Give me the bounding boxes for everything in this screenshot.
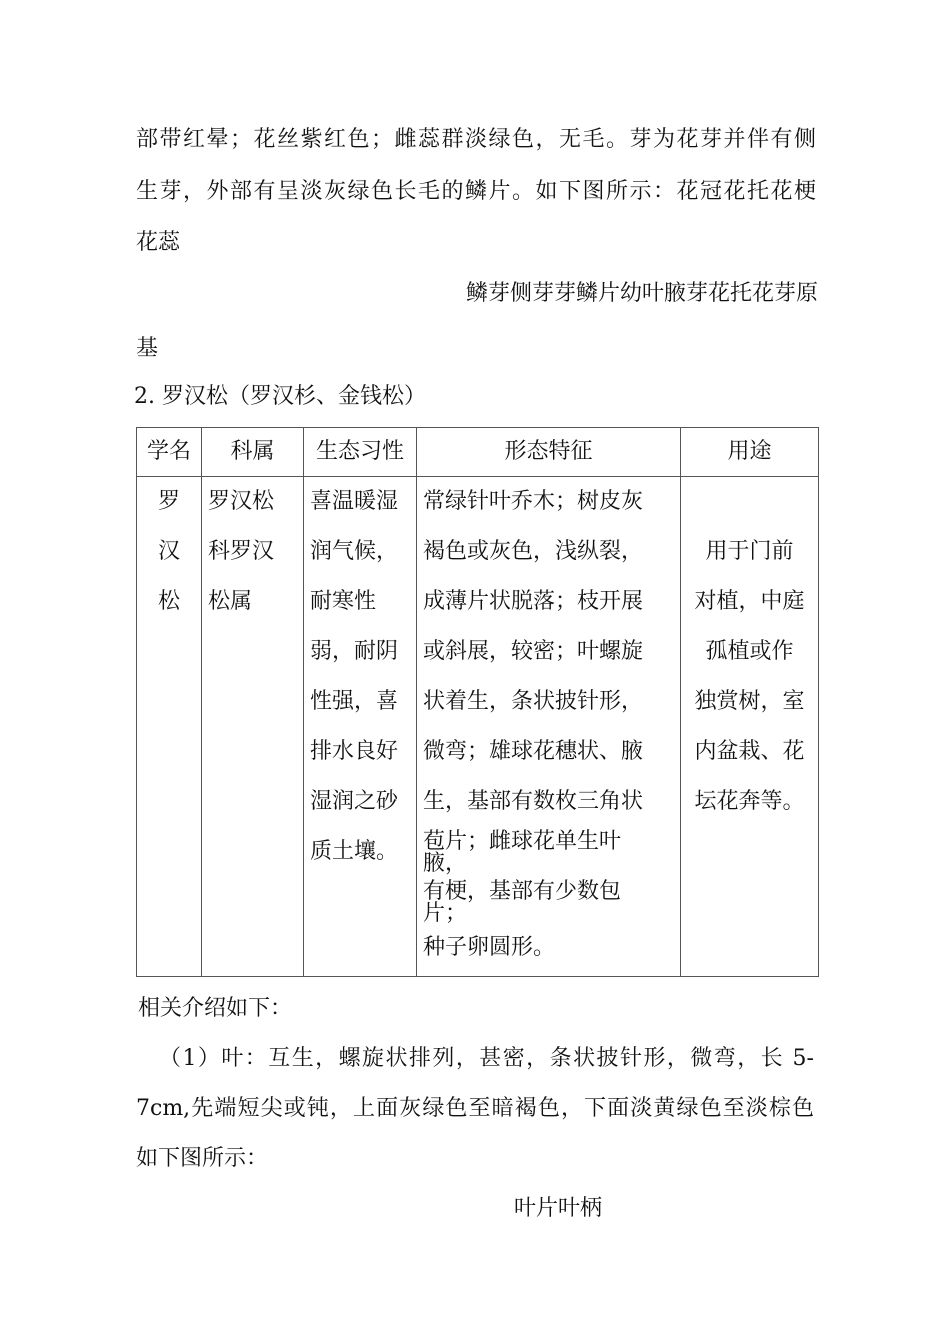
cell-line: 腋， [423, 851, 468, 876]
cell-line: 褐色或灰色，浅纵裂， [423, 539, 644, 564]
paragraph-line: 花蕊 [136, 230, 181, 255]
section-title: 2. 罗汉松（罗汉杉、金钱松） [134, 384, 426, 409]
cell-line: 罗 [157, 489, 180, 514]
cell-line: 片； [423, 901, 468, 926]
cell-line: 独赏树，室 [694, 689, 805, 714]
species-table [136, 427, 819, 977]
ecology-cell [304, 477, 417, 977]
paragraph-line: 基 [136, 336, 159, 361]
paragraph-line: （1）叶：互生，螺旋状排列，甚密，条状披针形，微弯，长 5- [159, 1046, 814, 1071]
header-cell: 用途 [681, 428, 819, 477]
cell-line: 耐寒性 [310, 589, 377, 614]
cell-line: 状着生，条状披针形， [423, 689, 644, 714]
cell-line: 生，基部有数枚三角状 [423, 789, 644, 814]
cell-line: 有梗，基部有少数包 [423, 879, 622, 904]
related-intro: 相关介绍如下： [138, 996, 293, 1021]
cell-line: 用于门前 [705, 539, 794, 564]
table-row [137, 477, 819, 977]
cell-line: 科罗汉 [208, 539, 275, 564]
cell-line: 孤植或作 [705, 639, 794, 664]
cell-line: 对植，中庭 [694, 589, 805, 614]
paragraph-line: 7cm,先端短尖或钝，上面灰绿色至暗褐色，下面淡黄绿色至淡棕色 [136, 1096, 814, 1121]
cell-line: 质土壤。 [310, 839, 399, 864]
cell-line: 喜温暖湿 [310, 489, 399, 514]
header-cell: 形态特征 [417, 428, 681, 477]
table-header-row [137, 428, 819, 477]
scientific-name-cell [137, 477, 202, 977]
paragraph-line: 生芽，外部有呈淡灰绿色长毛的鳞片。如下图所示：花冠花托花梗 [136, 179, 816, 204]
paragraph-line: 如下图所示： [136, 1146, 269, 1171]
cell-line: 坛花奔等。 [694, 789, 805, 814]
cell-line: 汉 [157, 539, 180, 564]
cell-line: 性强，喜 [310, 689, 399, 714]
usage-cell [681, 477, 819, 977]
figure-caption: 叶片叶柄 [514, 1196, 603, 1221]
cell-line: 成薄片状脱落；枝开展 [423, 589, 644, 614]
paragraph-line: 鳞芽侧芽芽鳞片幼叶腋芽花托花芽原 [465, 281, 818, 306]
morphology-cell [417, 477, 681, 977]
cell-line: 常绿针叶乔木；树皮灰 [423, 489, 644, 514]
cell-line: 润气候， [310, 539, 399, 564]
cell-line: 弱，耐阴 [310, 639, 399, 664]
family-cell [202, 477, 304, 977]
cell-line: 种子卵圆形。 [423, 935, 556, 960]
cell-line: 或斜展，较密；叶螺旋 [423, 639, 644, 664]
cell-line: 松 [157, 589, 180, 614]
cell-line: 湿润之砂 [310, 789, 399, 814]
cell-line: 松属 [208, 589, 253, 614]
header-cell: 生态习性 [304, 428, 417, 477]
header-cell: 科属 [202, 428, 304, 477]
cell-line: 苞片；雌球花单生叶 [423, 829, 622, 854]
cell-line: 内盆栽、花 [694, 739, 805, 764]
cell-line: 排水良好 [310, 739, 399, 764]
header-cell: 学名 [137, 428, 202, 477]
cell-line: 微弯；雄球花穗状、腋 [423, 739, 644, 764]
cell-line: 罗汉松 [208, 489, 275, 514]
paragraph-line: 部带红晕；花丝紫红色；雌蕊群淡绿色，无毛。芽为花芽并伴有侧 [136, 127, 816, 152]
